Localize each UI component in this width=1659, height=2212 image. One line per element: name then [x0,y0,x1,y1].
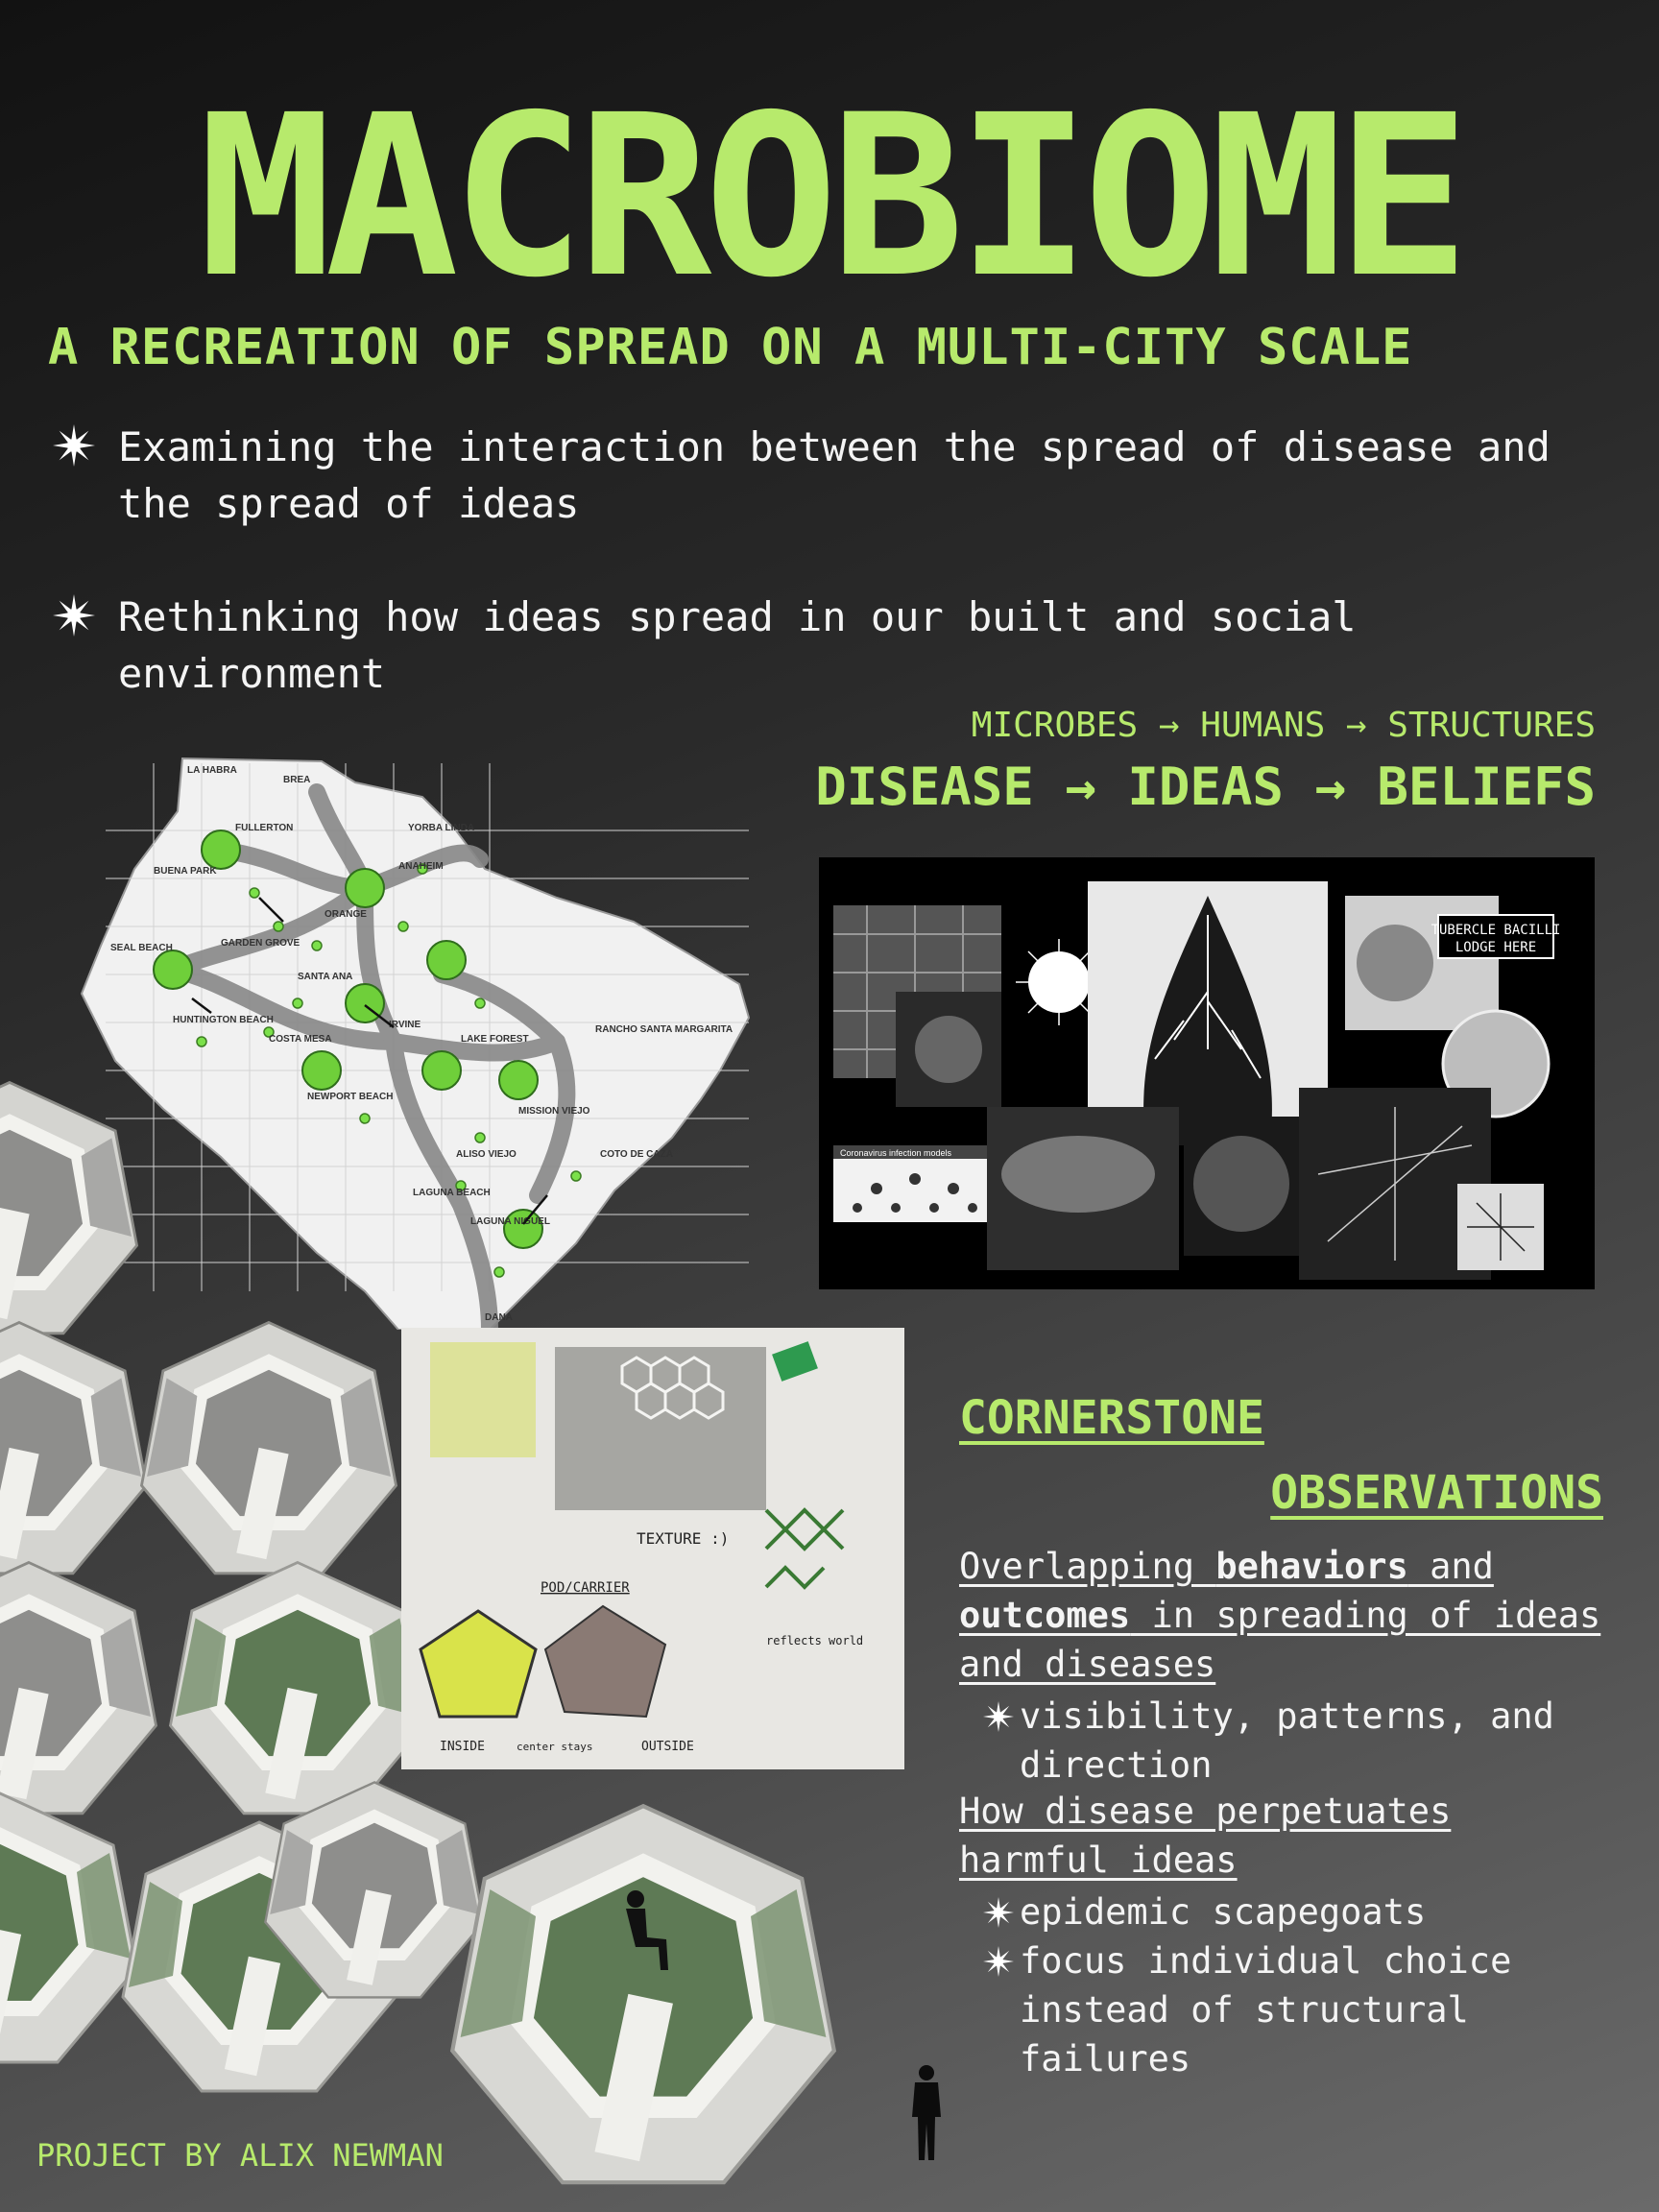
map-label: ALISO VIEJO [456,1149,517,1160]
intro-bullet-text: Examining the interaction between the spread of disease and the spread of ideas [118,423,1551,527]
observation-text: in spreading of ideas and diseases [959,1595,1601,1685]
map-label: BREA [283,775,311,785]
map-label: RANCHO SANTA MARGARITA [595,1024,733,1035]
texture-label: TEXTURE :) [637,1529,730,1548]
reflects-label: reflects world [766,1634,864,1647]
observation-subitem-text: visibility, patterns, and direction [1020,1695,1554,1786]
observation-keyword: behaviors [1215,1546,1408,1587]
map-label: DANA [485,1312,513,1323]
sign-line2: LODGE HERE [1455,940,1537,955]
observation-keyword: outcomes [959,1595,1131,1636]
map-label: IRVINE [389,1020,421,1030]
map-label: FULLERTON [235,823,294,833]
outside-label: OUTSIDE [641,1740,694,1754]
star-burst-icon [983,1701,1014,1732]
observation-subitem-text: epidemic scapegoats [1020,1891,1427,1933]
map-label: GARDEN GROVE [221,938,301,949]
project-credit: PROJECT BY ALIX NEWMAN [36,2137,444,2174]
sign-line1: TUBERCLE BACILLI [1431,923,1561,938]
map-label: LAGUNA NIGUEL [470,1216,550,1227]
observation-item [959,1787,1622,1885]
observation-text: Overlapping [959,1546,1216,1587]
star-burst-icon [983,1897,1014,1928]
center-label: center stays [517,1741,593,1753]
map-label: COTO DE CAZA [600,1149,673,1160]
map-label: SEAL BEACH [110,943,173,953]
scale-chain-small: MICROBES → HUMANS → STRUCTURES [971,706,1596,745]
map-label: ORANGE [325,909,367,920]
map-label: HUNTINGTON BEACH [173,1015,274,1025]
seated-figure-silhouette [618,1889,672,1970]
page-title: MACROBIOME [198,67,1463,326]
map-label: LAKE FOREST [461,1034,529,1045]
map-label: LA HABRA [187,765,237,776]
standing-figure-silhouette [902,2064,950,2160]
map-label: LAGUNA BEACH [413,1188,491,1198]
star-burst-icon [983,1946,1014,1977]
observation-subitem-text: focus individual choice instead of structural failures [1020,1940,1512,2080]
map-label: SANTA ANA [298,972,353,982]
map-label: COSTA MESA [269,1034,332,1045]
map-label: YORBA LINDA [408,823,475,833]
observation-item [959,1542,1622,1689]
map-label: ANAHEIM [398,861,444,872]
material-sketch-photo [401,1328,904,1769]
map-label: BUENA PARK [154,866,217,877]
star-burst-icon [53,594,95,637]
star-burst-icon [53,424,95,467]
inside-label: INSIDE [440,1740,485,1754]
observations-title-line1: CORNERSTONE [959,1391,1264,1445]
pod-label: POD/CARRIER [541,1580,630,1596]
observation-text: How disease perpetuates harmful ideas [959,1791,1452,1881]
observations-title-line2: OBSERVATIONS [1270,1466,1603,1520]
scale-chain-big: DISEASE → IDEAS → BELIEFS [815,757,1596,817]
intro-bullet-text: Rethinking how ideas spread in our built and social environment [118,593,1357,697]
map-label: MISSION VIEJO [518,1106,590,1117]
page-subtitle: A RECREATION OF SPREAD ON A MULTI-CITY SCALE [48,319,1413,376]
panel-title: Coronavirus infection models [840,1148,952,1158]
map-label: NEWPORT BEACH [307,1092,394,1102]
reference-collage [819,857,1595,1289]
observation-text: and [1407,1546,1494,1587]
